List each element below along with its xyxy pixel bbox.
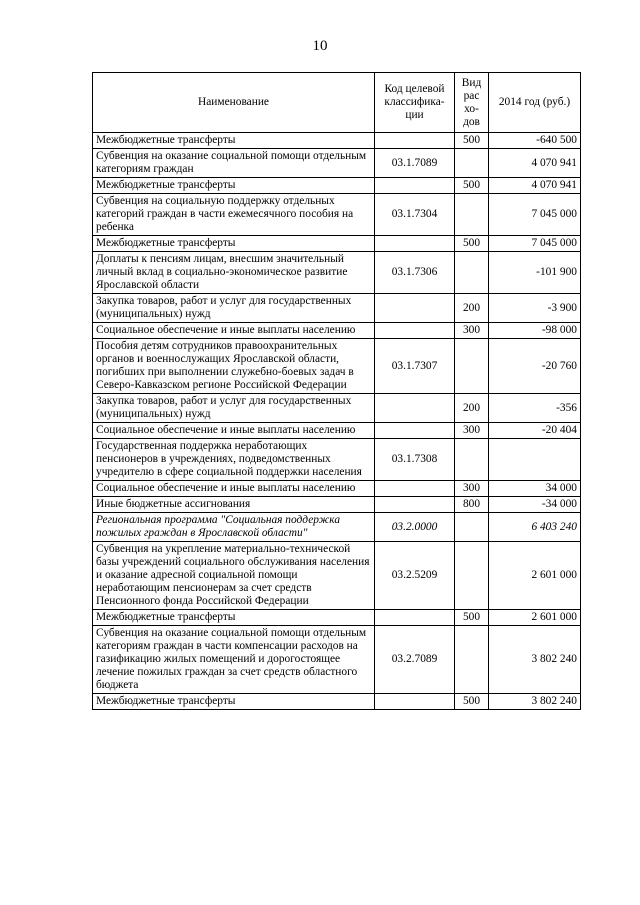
row-code-cell: 03.1.7308 — [375, 439, 455, 481]
row-name-cell: Субвенция на укрепление материально-технической базы учреждений социального обслуживания населения и оказание адресной социальной помощи неработающим пенсионерам за счет средств Пенсионного фонда Российской Федерации — [93, 542, 375, 610]
row-amount-cell: 3 802 240 — [489, 694, 581, 710]
row-amount-cell: 6 403 240 — [489, 513, 581, 542]
row-type-cell: 500 — [455, 133, 489, 149]
table-row — [93, 133, 581, 149]
row-type-cell: 300 — [455, 481, 489, 497]
row-amount-cell: -98 000 — [489, 323, 581, 339]
table-row — [93, 626, 581, 694]
row-amount-cell: -20 404 — [489, 423, 581, 439]
row-code-cell — [375, 394, 455, 423]
row-code-cell — [375, 133, 455, 149]
header-code: Код целевой классифика-ции — [375, 73, 455, 133]
row-code-cell: 03.2.5209 — [375, 542, 455, 610]
row-amount-cell: 2 601 000 — [489, 542, 581, 610]
row-name-cell: Субвенция на оказание социальной помощи отдельным категориям граждан в части компенсации расходов на газификацию жилых помещений и дорогостоящее лечение пожилых граждан за счет средств областного бюджета — [93, 626, 375, 694]
row-type-cell — [455, 513, 489, 542]
row-name-cell: Межбюджетные трансферты — [93, 178, 375, 194]
row-amount-cell: -34 000 — [489, 497, 581, 513]
row-type-cell — [455, 339, 489, 394]
row-type-cell: 200 — [455, 394, 489, 423]
row-amount-cell: 2 601 000 — [489, 610, 581, 626]
row-type-cell — [455, 439, 489, 481]
table-row — [93, 423, 581, 439]
table-row — [93, 439, 581, 481]
row-type-cell: 500 — [455, 236, 489, 252]
table-row — [93, 178, 581, 194]
row-code-cell — [375, 294, 455, 323]
budget-table — [92, 72, 581, 710]
row-name-cell: Межбюджетные трансферты — [93, 694, 375, 710]
row-name-cell: Субвенция на оказание социальной помощи отдельным категориям граждан — [93, 149, 375, 178]
table-row — [93, 481, 581, 497]
row-amount-cell: -101 900 — [489, 252, 581, 294]
row-type-cell: 300 — [455, 323, 489, 339]
row-code-cell: 03.1.7304 — [375, 194, 455, 236]
table-row — [93, 497, 581, 513]
table-row — [93, 694, 581, 710]
row-code-cell — [375, 497, 455, 513]
row-code-cell: 03.2.0000 — [375, 513, 455, 542]
row-amount-cell: 34 000 — [489, 481, 581, 497]
row-amount-cell: -20 760 — [489, 339, 581, 394]
header-name: Наименование — [93, 73, 375, 133]
table-row — [93, 323, 581, 339]
row-code-cell — [375, 323, 455, 339]
row-name-cell: Социальное обеспечение и иные выплаты населению — [93, 323, 375, 339]
row-type-cell — [455, 149, 489, 178]
row-name-cell: Социальное обеспечение и иные выплаты населению — [93, 423, 375, 439]
row-name-cell: Государственная поддержка неработающих пенсионеров в учреждениях, подведомственных учредителю в сфере социальной поддержки населения — [93, 439, 375, 481]
row-amount-cell: 7 045 000 — [489, 194, 581, 236]
row-code-cell — [375, 610, 455, 626]
row-type-cell — [455, 194, 489, 236]
row-name-cell: Пособия детям сотрудников правоохранительных органов и военнослужащих Ярославской области, погибших при выполнении служебно-боевых задач в Северо-Кавказском регионе Российской Федерации — [93, 339, 375, 394]
table-row — [93, 236, 581, 252]
header-amount: 2014 год (руб.) — [489, 73, 581, 133]
row-type-cell: 500 — [455, 694, 489, 710]
row-code-cell: 03.1.7307 — [375, 339, 455, 394]
row-code-cell — [375, 178, 455, 194]
row-name-cell: Субвенция на социальную поддержку отдельных категорий граждан в части ежемесячного пособия на ребенка — [93, 194, 375, 236]
page-number: 10 — [312, 38, 328, 54]
table-row — [93, 252, 581, 294]
row-name-cell: Социальное обеспечение и иные выплаты населению — [93, 481, 375, 497]
row-amount-cell — [489, 439, 581, 481]
row-code-cell: 03.1.7089 — [375, 149, 455, 178]
row-name-cell: Межбюджетные трансферты — [93, 236, 375, 252]
row-amount-cell: -640 500 — [489, 133, 581, 149]
row-type-cell — [455, 542, 489, 610]
row-type-cell: 500 — [455, 178, 489, 194]
table-body — [93, 133, 581, 710]
table-header-row — [93, 73, 581, 133]
row-type-cell: 500 — [455, 610, 489, 626]
row-type-cell: 800 — [455, 497, 489, 513]
row-amount-cell: 3 802 240 — [489, 626, 581, 694]
row-name-cell: Межбюджетные трансферты — [93, 133, 375, 149]
row-type-cell: 300 — [455, 423, 489, 439]
row-code-cell — [375, 481, 455, 497]
row-name-cell: Закупка товаров, работ и услуг для государственных (муниципальных) нужд — [93, 394, 375, 423]
row-type-cell — [455, 626, 489, 694]
row-name-cell: Межбюджетные трансферты — [93, 610, 375, 626]
row-type-cell: 200 — [455, 294, 489, 323]
table-row — [93, 149, 581, 178]
row-code-cell: 03.1.7306 — [375, 252, 455, 294]
row-name-cell: Доплаты к пенсиям лицам, внесшим значительный личный вклад в социально-экономическое развитие Ярославской области — [93, 252, 375, 294]
row-amount-cell: 4 070 941 — [489, 149, 581, 178]
row-amount-cell: 7 045 000 — [489, 236, 581, 252]
row-name-cell: Закупка товаров, работ и услуг для государственных (муниципальных) нужд — [93, 294, 375, 323]
row-amount-cell: -3 900 — [489, 294, 581, 323]
row-amount-cell: -356 — [489, 394, 581, 423]
header-type: Вид рас хо-дов — [455, 73, 489, 133]
table-row — [93, 542, 581, 610]
row-code-cell — [375, 694, 455, 710]
row-code-cell — [375, 423, 455, 439]
table-row — [93, 394, 581, 423]
table-row — [93, 513, 581, 542]
table-row — [93, 339, 581, 394]
row-amount-cell: 4 070 941 — [489, 178, 581, 194]
row-code-cell — [375, 236, 455, 252]
row-name-cell: Иные бюджетные ассигнования — [93, 497, 375, 513]
row-code-cell: 03.2.7089 — [375, 626, 455, 694]
table-row — [93, 610, 581, 626]
table-row — [93, 294, 581, 323]
table-row — [93, 194, 581, 236]
row-type-cell — [455, 252, 489, 294]
row-name-cell: Региональная программа "Социальная поддержка пожилых граждан в Ярославской области" — [93, 513, 375, 542]
